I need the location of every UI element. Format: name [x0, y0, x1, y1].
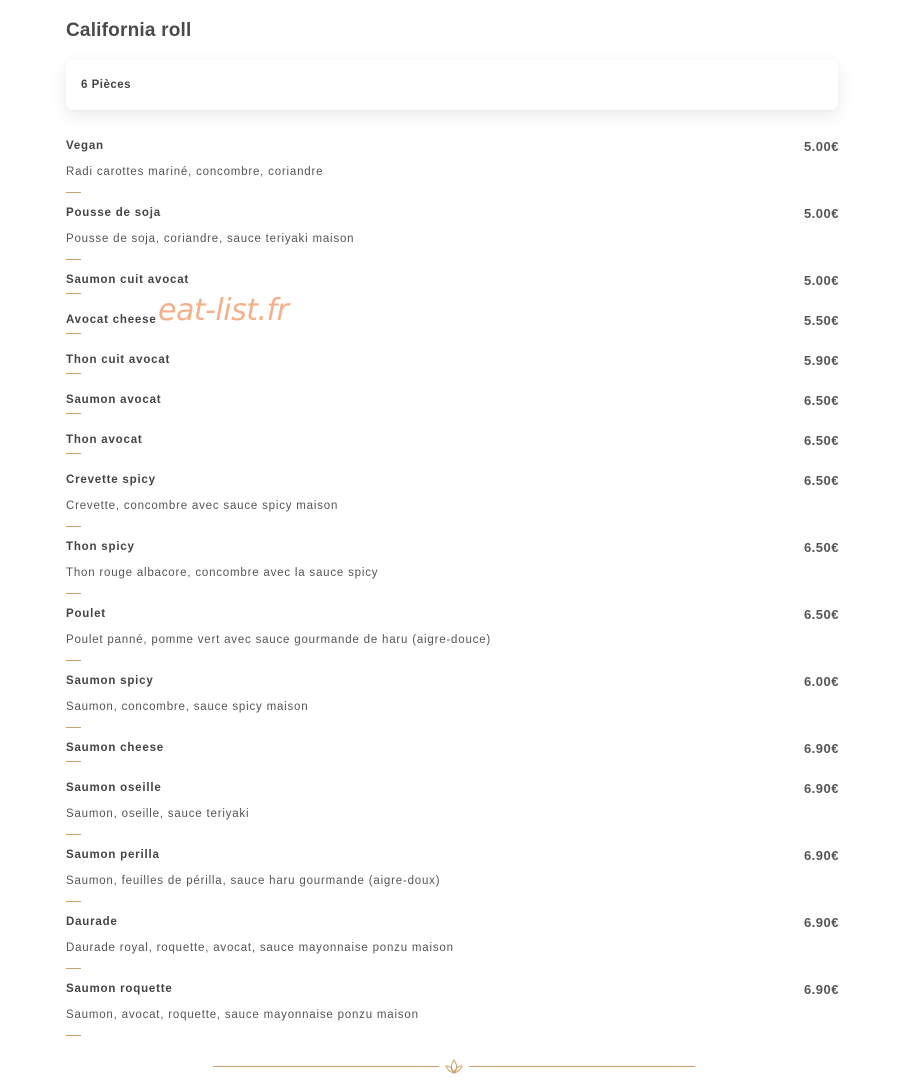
item-name: Daurade — [66, 916, 118, 928]
item-price: 5.90€ — [803, 353, 839, 368]
item-description: Thon rouge albacore, concombre avec la sauce spicy — [66, 567, 379, 579]
watermark: eat-list.fr — [158, 293, 289, 328]
item-price: 5.00€ — [803, 139, 839, 154]
item-separator — [66, 834, 81, 835]
item-price: 6.50€ — [803, 607, 839, 622]
item-description: Pousse de soja, coriandre, sauce teriyaki maison — [66, 233, 355, 245]
item-description: Radi carottes mariné, concombre, coriandre — [66, 166, 324, 178]
item-price: 5.00€ — [803, 273, 839, 288]
item-separator — [66, 526, 81, 527]
item-price: 6.50€ — [803, 473, 839, 488]
item-separator — [66, 593, 81, 594]
item-name: Saumon spicy — [66, 675, 154, 687]
menu-list — [66, 0, 839, 1085]
item-separator — [66, 727, 81, 728]
item-price: 5.00€ — [803, 206, 839, 221]
item-name: Saumon roquette — [66, 983, 173, 995]
item-separator — [66, 293, 81, 294]
item-name: Pousse de soja — [66, 207, 161, 219]
item-price: 6.90€ — [803, 781, 839, 796]
item-price: 6.00€ — [803, 674, 839, 689]
item-name: Thon spicy — [66, 541, 135, 553]
item-price: 6.50€ — [803, 433, 839, 448]
item-name: Thon avocat — [66, 434, 143, 446]
pieces-label: 6 Pièces — [81, 79, 132, 91]
item-separator — [66, 1035, 81, 1036]
item-separator — [66, 259, 81, 260]
item-name: Saumon perilla — [66, 849, 160, 861]
item-separator — [66, 901, 81, 902]
footer-line-left — [213, 1066, 439, 1067]
item-description: Daurade royal, roquette, avocat, sauce mayonnaise ponzu maison — [66, 942, 454, 954]
item-name: Poulet — [66, 608, 106, 620]
leaf-ornament-icon — [445, 1058, 463, 1074]
item-name: Avocat cheese — [66, 314, 157, 326]
item-separator — [66, 192, 81, 193]
item-separator — [66, 373, 81, 374]
item-price: 6.90€ — [803, 741, 839, 756]
item-separator — [66, 660, 81, 661]
section-title: California roll — [66, 20, 192, 41]
footer-line-right — [469, 1066, 695, 1067]
item-name: Saumon avocat — [66, 394, 162, 406]
item-name: Saumon cuit avocat — [66, 274, 190, 286]
item-price: 6.50€ — [803, 393, 839, 408]
item-name: Thon cuit avocat — [66, 354, 171, 366]
item-price: 5.50€ — [803, 313, 839, 328]
item-separator — [66, 968, 81, 969]
item-price: 6.90€ — [803, 982, 839, 997]
item-separator — [66, 761, 81, 762]
item-separator — [66, 413, 81, 414]
item-name: Saumon oseille — [66, 782, 162, 794]
item-description: Saumon, avocat, roquette, sauce mayonnaise ponzu maison — [66, 1009, 419, 1021]
item-name: Vegan — [66, 140, 104, 152]
item-description: Saumon, feuilles de périlla, sauce haru gourmande (aigre-doux) — [66, 875, 441, 887]
item-description: Poulet panné, pomme vert avec sauce gourmande de haru (aigre-douce) — [66, 634, 492, 646]
item-price: 6.90€ — [803, 915, 839, 930]
item-description: Saumon, oseille, sauce teriyaki — [66, 808, 250, 820]
item-separator — [66, 333, 81, 334]
item-name: Crevette spicy — [66, 474, 156, 486]
item-name: Saumon cheese — [66, 742, 164, 754]
item-price: 6.90€ — [803, 848, 839, 863]
item-description: Crevette, concombre avec sauce spicy maison — [66, 500, 339, 512]
item-price: 6.50€ — [803, 540, 839, 555]
item-separator — [66, 453, 81, 454]
item-description: Saumon, concombre, sauce spicy maison — [66, 701, 309, 713]
footer-divider — [213, 1058, 695, 1074]
